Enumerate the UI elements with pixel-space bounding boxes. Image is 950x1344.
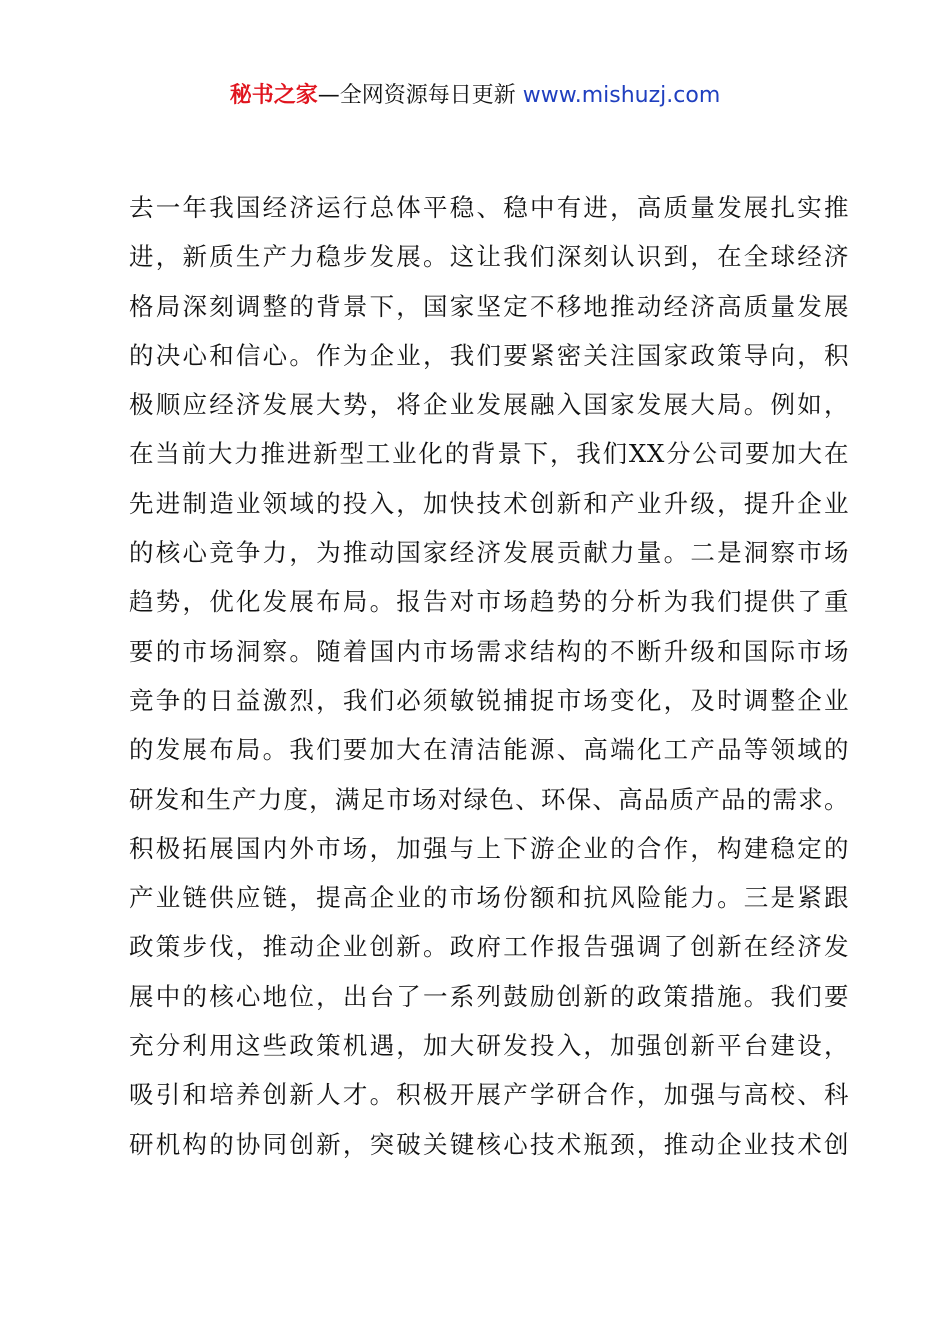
text-line: 要的市场洞察。随着国内市场需求结构的不断升级和国际市场 bbox=[129, 636, 849, 666]
text-line: 极顺应经济发展大势，将企业发展融入国家发展大局。例如， bbox=[129, 390, 849, 420]
header-slogan: —全网资源每日更新 bbox=[317, 83, 516, 108]
text-line: 的发展布局。我们要加大在清洁能源、高端化工产品等领域的 bbox=[129, 735, 849, 765]
page-header bbox=[0, 82, 950, 110]
text-line: 研机构的协同创新，突破关键核心技术瓶颈，推动企业技术创 bbox=[129, 1129, 849, 1159]
brand-name: 秘书之家 bbox=[229, 83, 318, 108]
text-line: 积极拓展国内外市场，加强与上下游企业的合作，构建稳定的 bbox=[129, 833, 849, 863]
text-line: 展中的核心地位，出台了一系列鼓励创新的政策措施。我们要 bbox=[129, 981, 849, 1011]
text-line: 充分利用这些政策机遇，加大研发投入，加强创新平台建设， bbox=[129, 1031, 849, 1061]
text-line: 吸引和培养创新人才。积极开展产学研合作，加强与高校、科 bbox=[129, 1080, 849, 1110]
text-line: 在当前大力推进新型工业化的背景下，我们XX分公司要加大在 bbox=[129, 439, 849, 469]
text-line: 的决心和信心。作为企业，我们要紧密关注国家政策导向，积 bbox=[129, 340, 849, 370]
text-line: 竞争的日益激烈，我们必须敏锐捕捉市场变化，及时调整企业 bbox=[129, 685, 849, 715]
text-line: 去一年我国经济运行总体平稳、稳中有进，高质量发展扎实推 bbox=[129, 193, 849, 222]
text-line: 的核心竞争力，为推动国家经济发展贡献力量。二是洞察市场 bbox=[129, 538, 849, 568]
text-line: 政策步伐，推动企业创新。政府工作报告强调了创新在经济发 bbox=[129, 932, 849, 962]
text-line: 格局深刻调整的背景下，国家坚定不移地推动经济高质量发展 bbox=[129, 291, 849, 321]
body-paragraph bbox=[129, 183, 849, 1169]
text-line: 进，新质生产力稳步发展。这让我们深刻认识到，在全球经济 bbox=[129, 242, 849, 272]
text-line: 先进制造业领域的投入，加快技术创新和产业升级，提升企业 bbox=[129, 488, 849, 518]
text-line: 研发和生产力度，满足市场对绿色、环保、高品质产品的需求。 bbox=[129, 784, 849, 814]
text-line: 趋势，优化发展布局。报告对市场趋势的分析为我们提供了重 bbox=[129, 587, 849, 617]
site-url-link[interactable]: www.mishuzj.com bbox=[522, 83, 721, 108]
text-line: 产业链供应链，提高企业的市场份额和抗风险能力。三是紧跟 bbox=[129, 883, 849, 913]
